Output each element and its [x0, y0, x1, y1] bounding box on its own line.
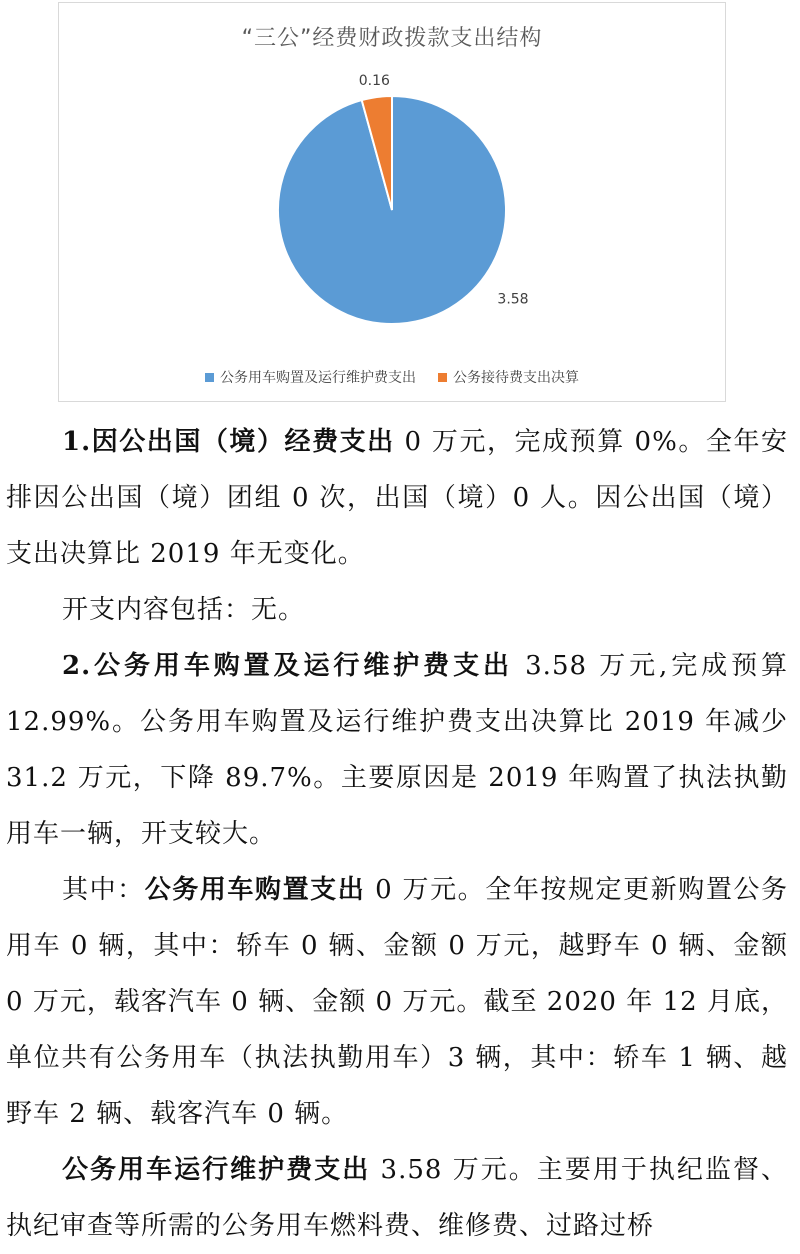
paragraph-text: 3.58 万元,完成预算 12.99%。公务用车购置及运行维护费支出决算比 2019 年减少 31.2 万元，下降 89.7%。主要原因是 2019 年购置了执法执勤用车一辆，开支较大。 [6, 651, 788, 849]
pie-label-car: 3.58 [497, 291, 529, 308]
paragraph-heading: 公务用车购置支出 [144, 875, 366, 905]
legend-label-car: 公务用车购置及运行维护费支出 [220, 370, 416, 386]
paragraph-vehicle [6, 638, 788, 862]
legend-label-reception: 公务接待费支出决算 [453, 370, 579, 386]
paragraph-vehicle-purchase [6, 862, 788, 1142]
paragraph-text: 开支内容包括：无。 [62, 595, 306, 625]
chart-title: “三公”经费财政拨款支出结构 [241, 26, 543, 51]
paragraph-text: 3.58 万元。主要用于执纪监督、执纪审查等所需的公务用车燃料费、维修费、过路过桥 [6, 1155, 788, 1241]
legend-item-reception [438, 367, 579, 387]
pie-label-reception: 0.16 [358, 73, 390, 90]
paragraph-prefix: 其中： [62, 875, 145, 905]
legend-swatch-reception [438, 373, 447, 382]
document-body [6, 414, 788, 1254]
paragraph-text: 0 万元。全年按规定更新购置公务用车 0 辆，其中：轿车 0 辆、金额 0 万元，越野车 0 辆、金额 0 万元，载客汽车 0 辆、金额 0 万元。截至 2020 年 12 月底，单位共有公务用车（执法执勤用车）3 辆，其中：轿车 1 辆、越野车 2 辆、载客汽车 0 辆。 [6, 875, 788, 1129]
paragraph-overseas [6, 414, 788, 582]
legend-swatch-car [205, 373, 214, 382]
paragraph-overseas-content [6, 582, 788, 638]
pie-chart [58, 2, 726, 402]
paragraph-text: 0 万元，完成预算 0%。全年安排因公出国（境）团组 0 次，出国（境）0 人。因公出国（境）支出决算比 2019 年无变化。 [6, 427, 788, 569]
chart-legend [59, 367, 725, 387]
pie-chart-canvas [59, 3, 727, 403]
paragraph-heading: 1.因公出国（境）经费支出 [62, 427, 395, 457]
paragraph-heading: 2.公务用车购置及运行维护费支出 [62, 651, 513, 681]
paragraph-vehicle-operation [6, 1142, 788, 1254]
legend-item-car [205, 367, 416, 387]
paragraph-heading: 公务用车运行维护费支出 [62, 1155, 371, 1185]
